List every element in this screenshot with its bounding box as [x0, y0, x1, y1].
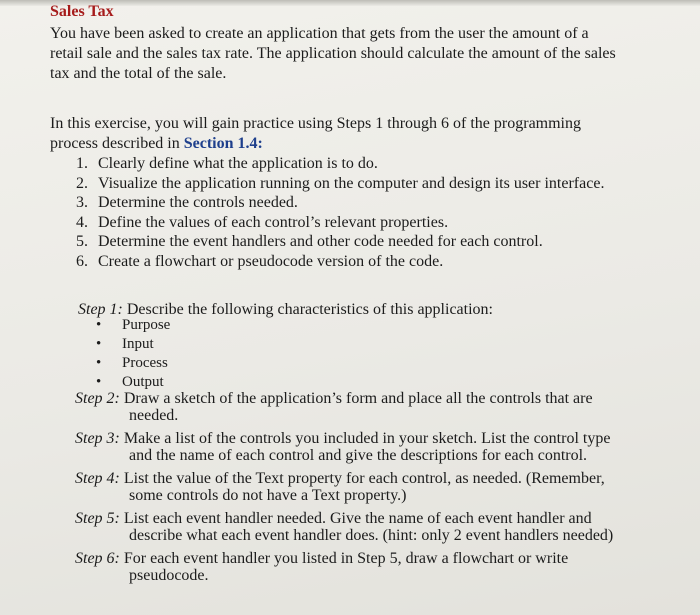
list-item: • Input [96, 335, 170, 354]
step-text: For each event handler you listed in Step 5, draw a flowchart or write [119, 550, 569, 567]
intro-line: You have been asked to create an application that gets from the user the amount of a [50, 25, 589, 42]
intro-line: retail sale and the sales tax rate. The application should calculate the amount of the sales [50, 45, 616, 62]
step-text: Clearly define what the application is to do. [98, 155, 378, 172]
step-label: Step 2: [75, 390, 120, 407]
practice-line-1: In this exercise, you will gain practice using Steps 1 through 6 of the programming [50, 115, 581, 132]
step-6 [75, 550, 568, 584]
step-text-cont: describe what each event handler does. (hint: only 2 event handlers needed) [129, 527, 614, 544]
characteristics-list [96, 316, 170, 392]
step-number: 5. [76, 233, 88, 250]
step-4 [75, 470, 605, 504]
list-item [76, 154, 604, 174]
list-item: • Output [96, 373, 170, 392]
list-item [76, 252, 604, 272]
list-item: • Purpose [96, 316, 170, 335]
list-item [76, 174, 604, 194]
practice-paragraph [50, 114, 700, 154]
list-item [76, 213, 604, 233]
step-5 [75, 510, 613, 544]
step-text: Create a flowchart or pseudocode version of the code. [98, 252, 444, 270]
list-item [76, 193, 604, 213]
step-3 [75, 430, 610, 464]
step-text: Describe the following characteristics of this application: [122, 301, 493, 318]
step-text-cont: needed. [129, 407, 179, 424]
step-label: Step 3: [75, 430, 120, 447]
intro-line: tax and the total of the sale. [50, 65, 227, 82]
programming-steps-list [76, 154, 604, 271]
intro-paragraph [50, 24, 700, 84]
step-label: Step 5: [75, 510, 120, 527]
step-number: 3. [76, 194, 88, 211]
step-text-cont: some controls do not have a Text property.) [129, 487, 407, 504]
list-item [76, 232, 604, 252]
step-text: List each event handler needed. Give the name of each event handler and [119, 510, 592, 527]
section-reference: Section 1.4: [183, 135, 263, 152]
step-text: Define the values of each control’s relevant properties. [98, 213, 449, 231]
step-text: Determine the controls needed. [98, 194, 298, 211]
step-number: 1. [76, 155, 88, 172]
step-number: 4. [76, 213, 88, 231]
step-number: 2. [76, 174, 88, 192]
step-text: List the value of the Text property for each control, as needed. (Remember, [119, 470, 605, 487]
step-text: Visualize the application running on the computer and design its user interface. [98, 174, 605, 192]
step-2 [75, 390, 593, 424]
step-label: Step 1: [78, 301, 123, 318]
step-number: 6. [76, 252, 88, 270]
step-text-cont: and the name of each control and give the descriptions for each control. [129, 447, 588, 464]
step-label: Step 6: [75, 550, 120, 567]
list-item: • Process [96, 354, 170, 373]
step-text: Make a list of the controls you included in your sketch. List the control type [119, 430, 611, 447]
practice-line-2-text: process described in [50, 135, 184, 152]
practice-line-2 [50, 134, 700, 154]
step-text-cont: pseudocode. [129, 567, 209, 584]
step-text: Draw a sketch of the application’s form and place all the controls that are [119, 390, 593, 407]
exercise-title: Sales Tax [50, 3, 114, 20]
step-label: Step 4: [75, 470, 120, 487]
step-text: Determine the event handlers and other code needed for each control. [98, 233, 543, 250]
